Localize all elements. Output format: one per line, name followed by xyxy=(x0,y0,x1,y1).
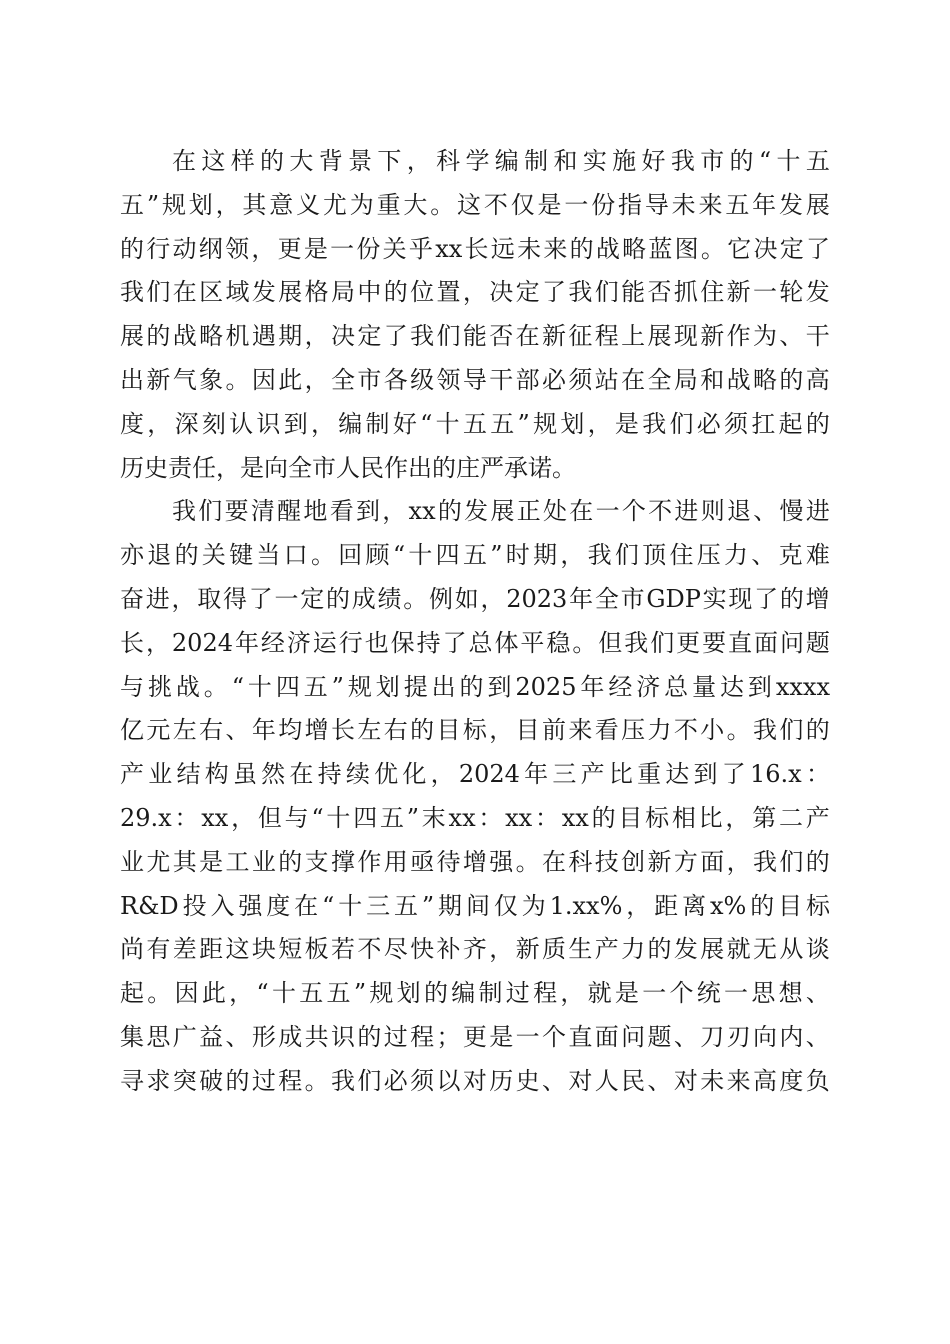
paragraph-1-line-5: 展 的 战 略 机 遇 期 ， 决 定 了 我 们 能 否 在 新 征 程 上 展 现 新 作 为 、 干 xyxy=(120,322,830,351)
document-body xyxy=(120,140,830,1104)
paragraph-2-line-13: 集 思 广 益 、 形 成 共 识 的 过 程 ； 更 是 一 个 直 面 问 题 、 刀 刃 向 内 、 xyxy=(120,1022,830,1051)
paragraph-2-line-10: R&D 投 入 强 度 在 “ 十 三 五 ” 期 间 仅 为 1.xx% ， 距 离 x% 的 目 标 xyxy=(120,891,830,920)
paragraph-2-line-12: 起 。 因 此 ， “ 十 五 五 ” 规 划 的 编 制 过 程 ， 就 是 一 个 统 一 思 想 、 xyxy=(120,979,830,1008)
paragraph-2-line-5: 与 挑 战 。 “ 十 四 五 ” 规 划 提 出 的 到 2025 年 经 济 总 量 达 到 xxxx xyxy=(120,672,830,701)
paragraph-1-line-1: 在 这 样 的 大 背 景 下 ， 科 学 编 制 和 实 施 好 我 市 的 “ 十 五 xyxy=(172,147,830,175)
paragraph-2-line-1: 我 们 要 清 醒 地 看 到 ， xx 的 发 展 正 处 在 一 个 不 进 则 退 、 慢 进 xyxy=(172,497,830,526)
paragraph-2-line-8: 29.x ： xx ， 但 与 “ 十 四 五 ” 末 xx ： xx ： xx 的 目 标 相 比 ， 第 二 产 xyxy=(120,803,830,832)
paragraph-1-line-3: 的 行 动 纲 领 ， 更 是 一 份 关 乎 xx 长 远 未 来 的 战 略 蓝 图 。 它 决 定 了 xyxy=(120,234,830,263)
paragraph-1-line-2: 五 ” 规 划 ， 其 意 义 尤 为 重 大 。 这 不 仅 是 一 份 指 导 未 来 五 年 发 展 xyxy=(120,190,830,219)
paragraph-2-line-3: 奋 进 ， 取 得 了 一 定 的 成 绩 。 例 如 ， 2023 年 全 市 GDP 实 现 了 的 增 xyxy=(120,584,830,613)
paragraph-2-line-2: 亦 退 的 关 键 当 口 。 回 顾 “ 十 四 五 ” 时 期 ， 我 们 顶 住 压 力 、 克 难 xyxy=(120,541,830,570)
paragraph-2-line-4: 长 ， 2024 年 经 济 运 行 也 保 持 了 总 体 平 稳 。 但 我 们 更 要 直 面 问 题 xyxy=(120,628,830,657)
paragraph-2-line-9: 业 尤 其 是 工 业 的 支 撑 作 用 亟 待 增 强 。 在 科 技 创 新 方 面 ， 我 们 的 xyxy=(120,847,830,876)
paragraph-1-line-8: 历 史 责 任 ， 是 向 全 市 人 民 作 出 的 庄 严 承 诺 。 xyxy=(120,453,576,482)
paragraph-1-line-6: 出 新 气 象 。 因 此 ， 全 市 各 级 领 导 干 部 必 须 站 在 全 局 和 战 略 的 高 xyxy=(120,365,830,394)
paragraph-2-line-11: 尚 有 差 距 这 块 短 板 若 不 尽 快 补 齐 ， 新 质 生 产 力 的 发 展 就 无 从 谈 xyxy=(120,935,830,964)
paragraph-1-line-4: 我 们 在 区 域 发 展 格 局 中 的 位 置 ， 决 定 了 我 们 能 否 抓 住 新 一 轮 发 xyxy=(120,278,830,307)
paragraph-2-line-6: 亿 元 左 右 、 年 均 增 长 左 右 的 目 标 ， 目 前 来 看 压 力 不 小 。 我 们 的 xyxy=(120,716,830,745)
paragraph-1-line-7: 度 ， 深 刻 认 识 到 ， 编 制 好 “ 十 五 五 ” 规 划 ， 是 我 们 必 须 扛 起 的 xyxy=(120,409,830,438)
paragraph-2-line-14: 寻 求 突 破 的 过 程 。 我 们 必 须 以 对 历 史 、 对 人 民 、 对 未 来 高 度 负 xyxy=(120,1066,830,1095)
paragraph-2-line-7: 产 业 结 构 虽 然 在 持 续 优 化 ， 2024 年 三 产 比 重 达 到 了 16.x ： xyxy=(120,760,830,789)
